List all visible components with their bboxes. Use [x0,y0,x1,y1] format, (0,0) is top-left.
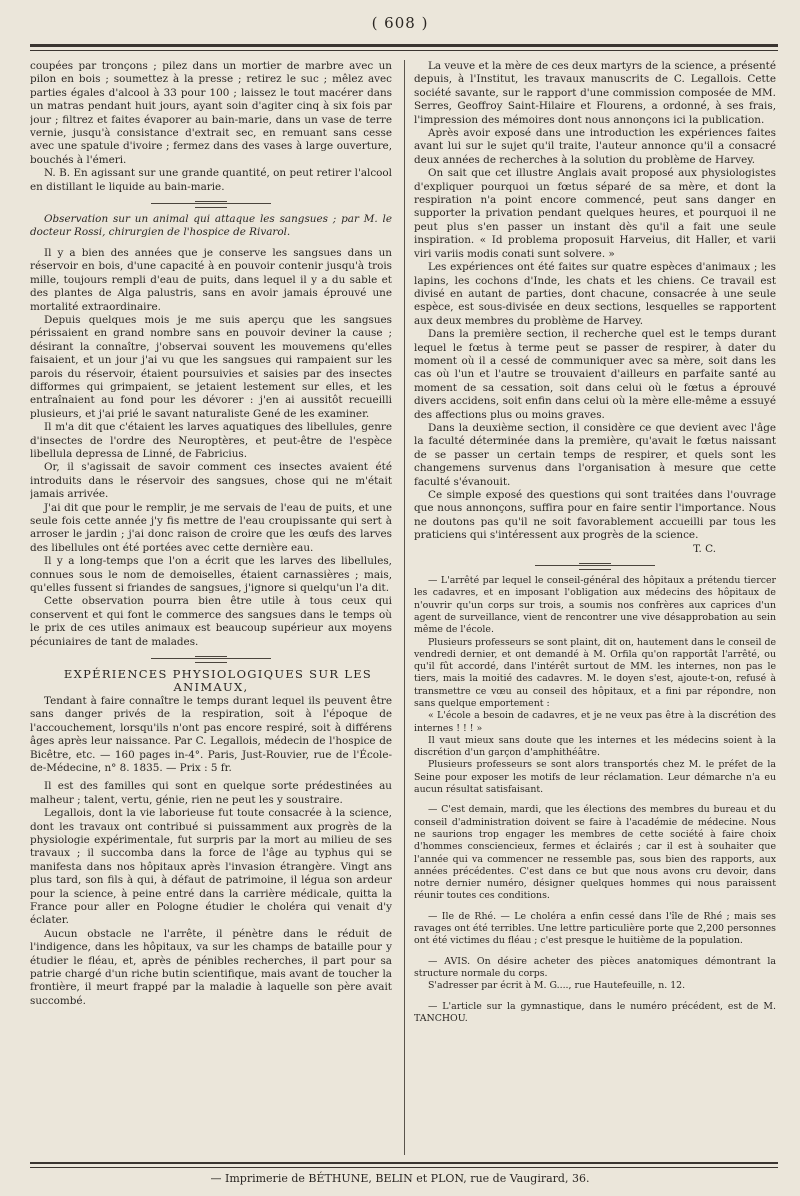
paragraph: Aucun obstacle ne l'arrête, il pénètre dans le réduit de l'indigence, dans les hôpitaux, va sur les champs de bataille pour y étudier le fléau, et, après de pénibles recherches, il part pour sa patrie chargé d'un riche butin scientifique, mais avant de toucher la frontière, il meurt frappé par la maladie à laquelle son père avait succombé. [30,927,392,1007]
signature: T. C. [693,542,716,555]
paragraph: Dans la deuxième section, il considère ce que devient avec l'âge la faculté déterminée dans la première, qu'avait le fœtus naissant de se passer un certain temps de respirer, et quels sont les changemens survenus dans l'organisation à mesure que cette faculté s'évanouit. [414,421,776,488]
bottom-rule [30,1162,778,1168]
paragraph: La veuve et la mère de ces deux martyrs de la science, a présenté depuis, à l'Institut, les travaux manuscrits de C. Legallois. Cette société savante, sur le rapport d'une commission composée de MM. Serres, Geoffroy Saint-Hilaire et Flourens, a ordonné, à ses frais, l'impression des mémoires dont nous annonçons ici la publication. [414,60,776,126]
paragraph: Il m'a dit que c'étaient les larves aquatiques des libellules, genre d'insectes de l'ordre des Neuroptères, et peut-être de l'espèce libellula depressa de Linné, de Fabricius. [30,421,392,460]
column-divider [404,60,405,1155]
section-heading: EXPÉRIENCES PHYSIOLOGIQUES SUR LES ANIMAUX, [63,667,373,695]
paragraph: Depuis quelques mois je me suis aperçu que les sangsues périssaient en grand nombre sans en pouvoir deviner la cause ; désirant la connaître, j'observai souvent les mouvemens qu'elles faisaient, et un jour j'ai vu que les sangsues qui rampaient sur les parois du réservoir, étaient poursuivies et saisies par des insectes difformes qui grimpaient, se jetaient lestement sur elles, et les entraînaient au fond pour les dévorer : j'en ai aussitôt recueilli plusieurs, et j'ai prié le savant naturaliste Gené de les examiner. [30,313,392,420]
news-item: Plusieurs professeurs se sont alors transportés chez M. le préfet de la Seine pour exposer les motifs de leur réclamation. Leur démarche n'a eu aucun résultat satisfaisant. [414,759,776,796]
paragraph: Cette observation pourra bien être utile à tous ceux qui conservent et qui font le commerce des sangsues dans le temps où le prix de ces utiles animaux est beaucoup supérieur aux moyens pécuniaires de tant de malades. [30,595,392,648]
paragraph: Or, il s'agissait de savoir comment ces insectes avaient été introduits dans le réservoir des sangsues, chose qui ne m'était jamais arrivée. [30,461,392,501]
separator [535,565,655,566]
paragraph: On sait que cet illustre Anglais avait proposé aux physiologistes d'expliquer pourquoi un fœtus séparé de sa mère, et dont la respiration n'a point encore commencé, peut sans danger en supporter la privation pendant quelques heures, et pourquoi il ne peut plus s'en passer un instant dès qu'il a fait une seule inspiration. « Id problema proposuit Harveius, dit Haller, et varii viri variis modis conati sunt solvere. » [414,167,776,260]
news-item: — L'article sur la gymnastique, dans le numéro précédent, est de M. TANCHOU. [414,1000,776,1024]
paragraph: Les expériences ont été faites sur quatre espèces d'animaux ; les lapins, les cochons d'Inde, les chats et les chiens. Ce travail est divisé en autant de parties, dont chacune, consacrée à une seule espèce, est sous-divisée en deux sections, lesquelles se rapportent aux deux membres du problème de Harvey. [414,261,776,327]
top-rule [30,44,778,51]
news-item: S'adresser par écrit à M. G...., rue Hautefeuille, n. 12. [428,980,686,992]
paragraph: J'ai dit que pour le remplir, je me servais de l'eau de puits, et une seule fois cette année j'y fis mettre de l'eau croupissante qui sert à arroser le jardin ; j'ai donc raison de croire que les œufs des larves des libellules ont été portées avec cette dernière eau. [30,501,392,554]
news-items [414,575,776,1025]
paragraph: N. B. En agissant sur une grande quantité, on peut retirer l'alcool en distillant le liquide au bain-marie. [30,167,392,193]
news-item: « L'école a besoin de cadavres, et je ne veux pas être à la discrétion des internes ! ! ! » [414,710,776,734]
paragraph: Tendant à faire connaître le temps durant lequel ils peuvent être sans danger privés de la respiration, soit à l'époque de l'accouchement, lorsqu'ils n'ont pas encore respiré, soit à différens âges après leur naissance. Par C. Legallois, médecin de l'hospice de Bicêtre, etc. — 160 pages in-4°. Paris, Just-Rouvier, rue de l'École-de-Médecine, n° 8. 1835. — Prix : 5 fr. [30,694,392,774]
paragraph: Legallois, dont la vie laborieuse fut toute consacrée à la science, dont les travaux ont contribué si puissamment aux progrès de la physiologie expérimentale, fut surpris par la mort au milieu de ses travaux ; il succomba dans la force de l'âge au typhus qui se manifesta dans nos hôpitaux après l'invasion étrangère. Vingt ans plus tard, son fils à qui, à défaut de patrimoine, il légua son ardeur pour la science, à peine entré dans la carrière médicale, quitta la France pour aller en Pologne étudier le choléra qui venait d'y éclater. [30,807,392,927]
news-item: — AVIS. On désire acheter des pièces anatomiques démontrant la structure normale du corps. [414,955,776,979]
paragraph: Il est des familles qui sont en quelque sorte prédestinées au malheur ; talent, vertu, génie, rien ne peut les y soustraire. [30,780,392,806]
separator [151,658,271,659]
right-column [414,60,776,1158]
paragraph: Ce simple exposé des questions qui sont traitées dans l'ouvrage que nous annonçons, suffira pour en faire sentir l'importance. Nous ne doutons pas qu'il ne soit favorablement accueilli par tous les praticiens qui s'intéressent aux progrès de la science. [414,489,776,542]
separator [151,203,271,204]
news-item: Il vaut mieux sans doute que les internes et les médecins soient à la discrétion d'un garçon d'amphithéâtre. [414,734,776,759]
printer-footer: — Imprimerie de BÉTHUNE, BELIN et PLON, rue de Vaugirard, 36. [210,1172,590,1185]
news-item: — Ile de Rhé. — Le choléra a enfin cessé dans l'île de Rhé ; mais ses ravages ont été terribles. Une lettre particulière porte que 2,200 personnes ont été victimes du fléau ; c'est presque le huitième de la population. [414,910,776,947]
paragraph: Il y a long-temps que l'on a écrit que les larves des libellules, connues sous le nom de demoiselles, étaient carnassières ; mais, qu'elles fussent si friandes de sangsues, j'ignore si quelqu'un l'a dit. [30,555,392,595]
paragraph: Il y a bien des années que je conserve les sangsues dans un réservoir en bois, d'une capacité à en pouvoir contenir jusqu'à trois mille, toujours rempli d'eau de puits, dans lequel il y a du sable et des plantes de Alga palustris, sans en avoir jamais éprouvé une mortalité extraordinaire. [30,246,392,313]
news-item: Plusieurs professeurs se sont plaint, dit on, hautement dans le conseil de vendredi dernier, et ont demandé à M. Orfila qu'on rapportât l'arrêté, ou qu'il fût accordé, dans l'intérêt surtout de MM. les internes, non pas le tiers, mais la moitié des cadavres. M. le doyen s'est, ajoute-t-on, refusé à transmettre ce vœu au conseil des hôpitaux, et a fini par répondre, non sans quelque emportement : [414,636,776,709]
paragraph: Dans la première section, il recherche quel est le temps durant lequel le fœtus à terme peut se passer de respirer, à dater du moment où il a cessé de communiquer avec sa mère, soit dans les cas où l'un et l'autre se trouvaient d'ailleurs en parfaite santé au moment de sa cessation, soit dans celui où le fœtus a éprouvé divers accidens, soit enfin dans celui où la mère elle-même a essuyé des affections plus ou moins graves. [414,328,776,421]
paragraph: coupées par tronçons ; pilez dans un mortier de marbre avec un pilon en bois ; soumettez à la presse ; retirez le suc ; mêlez avec parties égales d'alcool à 33 pour 100 ; laissez le tout macérer dans un matras pendant huit jours, ayant soin d'agiter cinq à six fois par jour ; filtrez et faites évaporer au bain-marie, dans un vase de terre vernie, jusqu'à consistance d'extrait sec, en remuant sans cesse avec une spatule d'ivoire ; fermez dans des vases à large ouverture, bouchés à l'émeri. [30,60,392,166]
page-number: ( 608 ) [371,14,429,32]
left-column [30,60,392,1158]
news-item: — L'arrêté par lequel le conseil-général des hôpitaux a prétendu tiercer les cadavres, et en imposant l'obligation aux médecins des hôpitaux de n'ouvrir qu'un corps sur trois, a soumis nos confrères aux caprices d'un agent de surveillance, vient de rencontrer une vive désapprobation au sein même de l'école. [414,575,776,636]
paragraph: Après avoir exposé dans une introduction les expériences faites avant lui sur le sujet qu'il traite, l'auteur annonce qu'il a consacré deux années de recherches à la solution du problème de Harvey. [414,127,776,166]
article-title: Observation sur un animal qui attaque les sangsues ; par M. le docteur Rossi, chirurgien de l'hospice de Rivarol. [30,213,392,239]
news-item: — C'est demain, mardi, que les élections des membres du bureau et du conseil d'administration doivent se faire à l'académie de médecine. Nous ne saurions trop engager les membres de cette société à faire choix d'hommes consciencieux, fermes et éclairés ; car il est à souhaiter que l'année qui va commencer ne ressemble pas, sous bien des rapports, aux années précédentes. C'est dans ce but que nous avons cru devoir, dans notre dernier numéro, désigner quelques hommes qui nous paraissent réunir toutes ces conditions. [414,804,776,902]
